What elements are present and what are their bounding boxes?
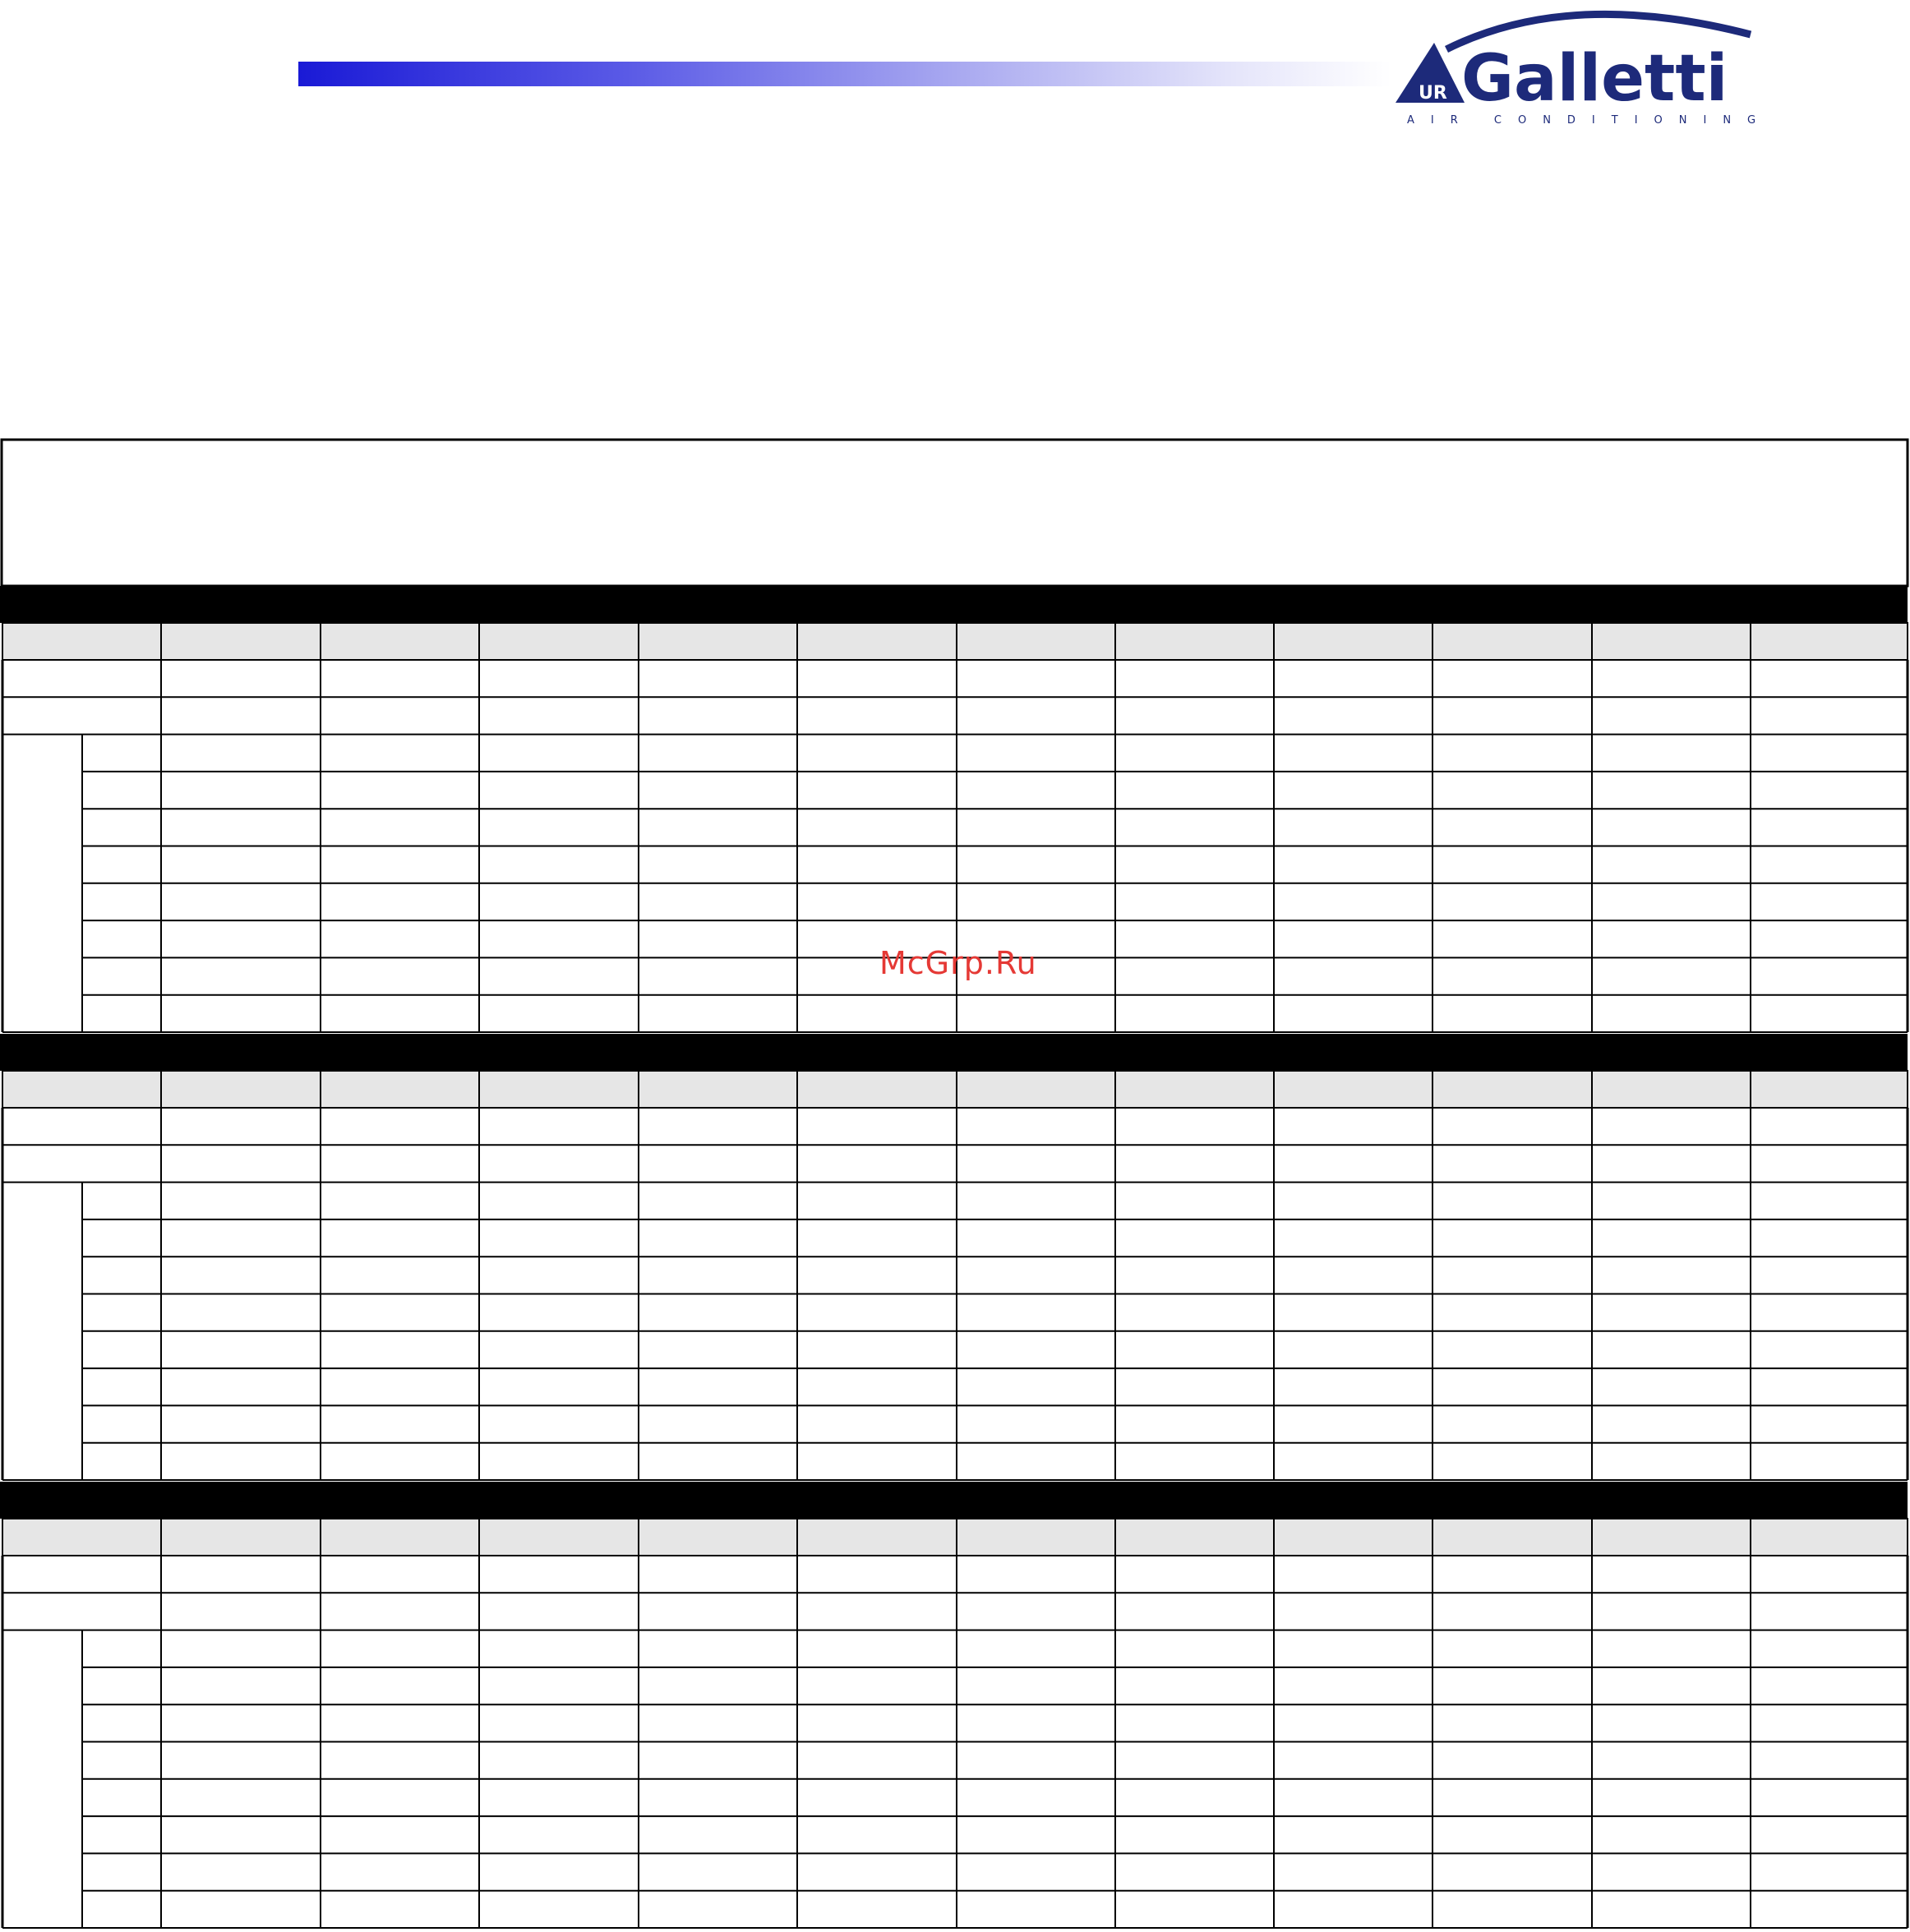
section-band: [0, 1482, 1908, 1519]
galletti-logo-graphic: [1389, 0, 1767, 131]
logo-wordmark: Galletti: [1461, 42, 1728, 116]
logo-badge: UR: [1419, 83, 1447, 104]
specification-table: [0, 438, 1910, 1932]
section-band: [0, 1034, 1908, 1071]
column-header-row: [2, 1071, 1908, 1108]
table-title-block: [2, 440, 1908, 586]
column-header-row: [2, 1519, 1908, 1556]
column-header-row: [2, 623, 1908, 660]
galletti-logo: [1389, 0, 1767, 131]
table-grid: [0, 438, 1910, 1932]
header-gradient-bar: [298, 62, 1391, 86]
logo-subtitle: AIR CONDITIONING: [1407, 114, 1767, 127]
section-band: [0, 586, 1908, 623]
watermark-text: McGrp.Ru: [879, 945, 1037, 981]
